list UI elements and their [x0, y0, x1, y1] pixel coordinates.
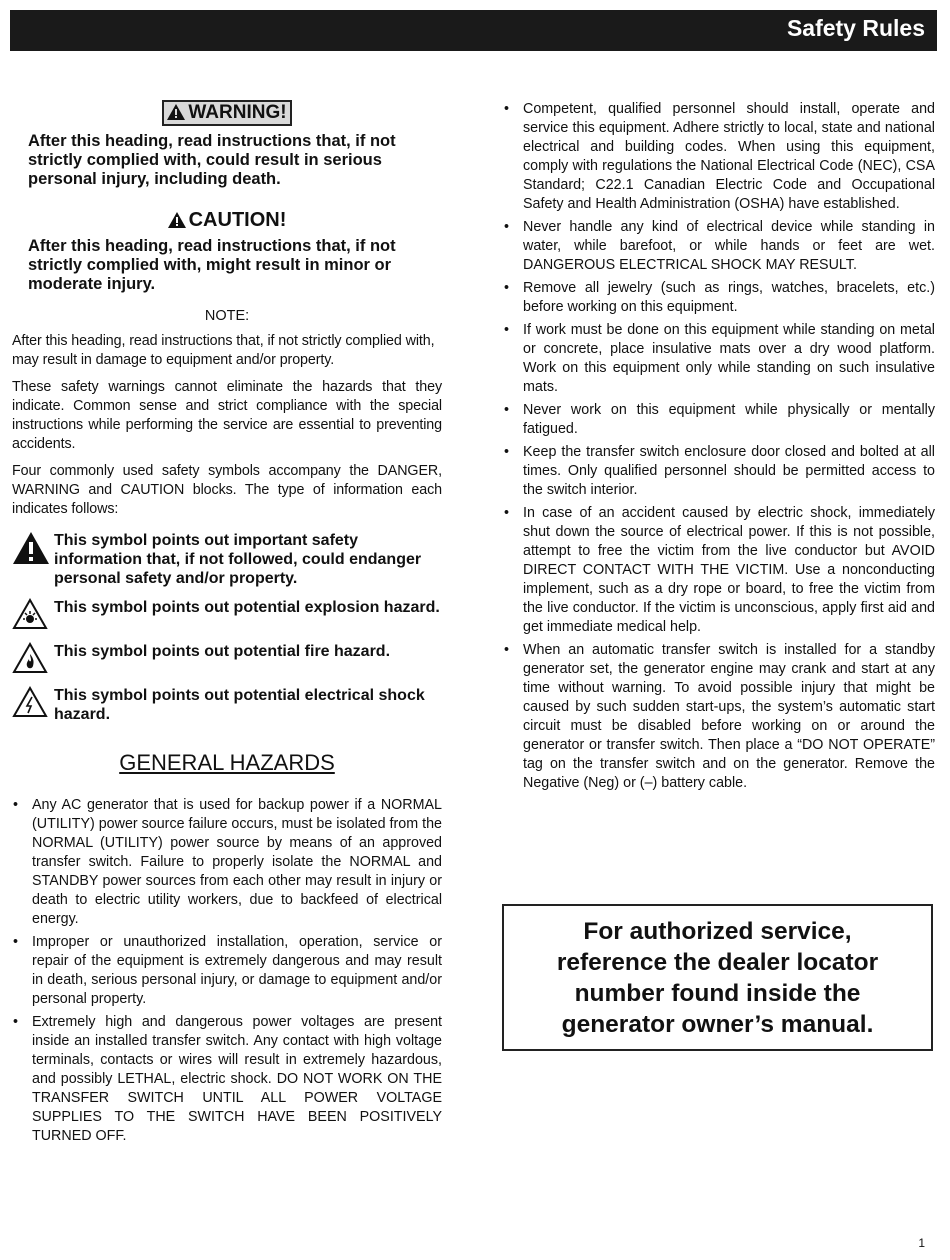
authorized-service-text: For authorized service, reference the dealer locator number found inside the generator owner’s manual.	[556, 917, 879, 1038]
list-item: • Extremely high and dangerous power voltages are present inside an installed transfer switch. Any contact with high voltage terminals, contacts or wires will result in extremely hazardous, and possibly LETHAL, electric shock. DO NOT WORK ON THE TRANSFER SWITCH UNTIL ALL POWER VOLTAGE SUPPLIES TO THE SWITCH HAVE BEEN POSITIVELY TURNED OFF.	[12, 1013, 442, 1146]
list-item: • Remove all jewelry (such as rings, watches, bracelets, etc.) before working on this equipment.	[503, 279, 935, 317]
page-number: 1	[918, 1236, 925, 1250]
symbol-row-fire	[12, 642, 442, 676]
symbol-text-safety: This symbol points out important safety information that, if not followed, could endanger personal safety and/or property.	[54, 532, 422, 587]
symbol-row-safety	[12, 531, 442, 588]
exclamation-triangle-icon	[12, 531, 50, 565]
caution-description: After this heading, read instructions that, if not strictly complied with, might result in minor or moderate injury.	[28, 237, 396, 293]
symbol-row-electrical	[12, 686, 442, 724]
list-item: • When an automatic transfer switch is installed for a standby generator set, the generator engine may crank and start at any time without warning. To avoid possible injury that might be caused by such sudden start-ups, the system’s automatic start circuit must be disabled before working on or around the generator or transfer switch. Then place a “DO NOT OPERATE” tag on the transfer switch and on the generator. Remove the Negative (Neg) or (–) battery cable.	[503, 641, 935, 793]
left-column	[12, 100, 442, 1150]
warning-label: WARNING!	[188, 102, 287, 123]
caution-heading-wrap	[12, 209, 442, 231]
warning-description: After this heading, read instructions that, if not strictly complied with, could result in serious personal injury, including death.	[28, 132, 396, 188]
warning-triangle-icon	[167, 104, 185, 120]
left-hazard-list	[12, 796, 442, 1146]
symbol-text-electrical: This symbol points out potential electrical shock hazard.	[54, 687, 425, 723]
explosion-hazard-icon	[12, 598, 48, 630]
authorized-service-box	[502, 904, 933, 1051]
intro-paragraph-2: Four commonly used safety symbols accompany the DANGER, WARNING and CAUTION blocks. The type of information each indicates follows:	[12, 463, 442, 517]
page-title: Safety Rules	[786, 15, 925, 41]
right-hazard-list	[503, 100, 935, 793]
right-column	[503, 100, 935, 797]
list-item: • Any AC generator that is used for backup power if a NORMAL (UTILITY) power source failure occurs, must be isolated from the NORMAL (UTILITY) power source by means of an approved transfer switch. Failure to properly isolate the NORMAL and STANDBY power sources from each other may result in injury or death to electric utility workers, due to backfeed of electrical energy.	[12, 796, 442, 929]
caution-label: CAUTION!	[188, 209, 287, 231]
electrical-shock-hazard-icon	[12, 686, 48, 718]
list-item: • Competent, qualified personnel should install, operate and service this equipment. Adhere strictly to local, state and national electrical and building codes. When using this equipment, comply with regulations the National Electrical Code (NEC), CSA Standard; C22.1 Canadian Electric Code and Occupational Safety and Health Administration (OSHA) have established.	[503, 100, 935, 214]
symbol-text-fire: This symbol points out potential fire hazard.	[54, 643, 391, 660]
symbol-text-explosion: This symbol points out potential explosion hazard.	[54, 599, 440, 616]
fire-hazard-icon	[12, 642, 48, 674]
general-hazards-title: GENERAL HAZARDS	[119, 750, 335, 775]
list-item: • Improper or unauthorized installation, operation, service or repair of the equipment is extremely dangerous and may result in death, serious personal injury, or damage to equipment and/or personal property.	[12, 933, 442, 1009]
caution-heading	[168, 209, 287, 231]
header-bar	[10, 10, 937, 51]
list-item: • Never handle any kind of electrical device while standing in water, while barefoot, or while hands or feet are wet. DANGEROUS ELECTRICAL SHOCK MAY RESULT.	[503, 218, 935, 275]
symbol-row-explosion	[12, 598, 442, 632]
intro-paragraph-1: These safety warnings cannot eliminate the hazards that they indicate. Common sense and strict compliance with the special instructions while performing the service are essential to preventing accidents.	[12, 379, 442, 452]
list-item: • If work must be done on this equipment while standing on metal or concrete, place insulative mats over a dry wood platform. Work on this equipment only while standing on such insulative mats.	[503, 321, 935, 397]
caution-triangle-icon	[168, 212, 186, 228]
list-item: • In case of an accident caused by electric shock, immediately shut down the source of electrical power. If this is not possible, attempt to free the victim from the live conductor but AVOID DIRECT CONTACT WITH THE VICTIM. Use a nonconducting implement, such as a dry rope or board, to free the victim from the live conductor. If the victim is unconscious, apply first aid and get immediate medical help.	[503, 504, 935, 637]
note-heading: NOTE:	[204, 308, 250, 324]
list-item: • Never work on this equipment while physically or mentally fatigued.	[503, 401, 935, 439]
note-description: After this heading, read instructions that, if not strictly complied with, may result in damage to equipment and/or property.	[12, 333, 435, 368]
warning-heading-wrap	[12, 100, 442, 126]
warning-heading	[162, 100, 291, 126]
list-item: • Keep the transfer switch enclosure door closed and bolted at all times. Only qualified personnel should be permitted access to the switch interior.	[503, 443, 935, 500]
